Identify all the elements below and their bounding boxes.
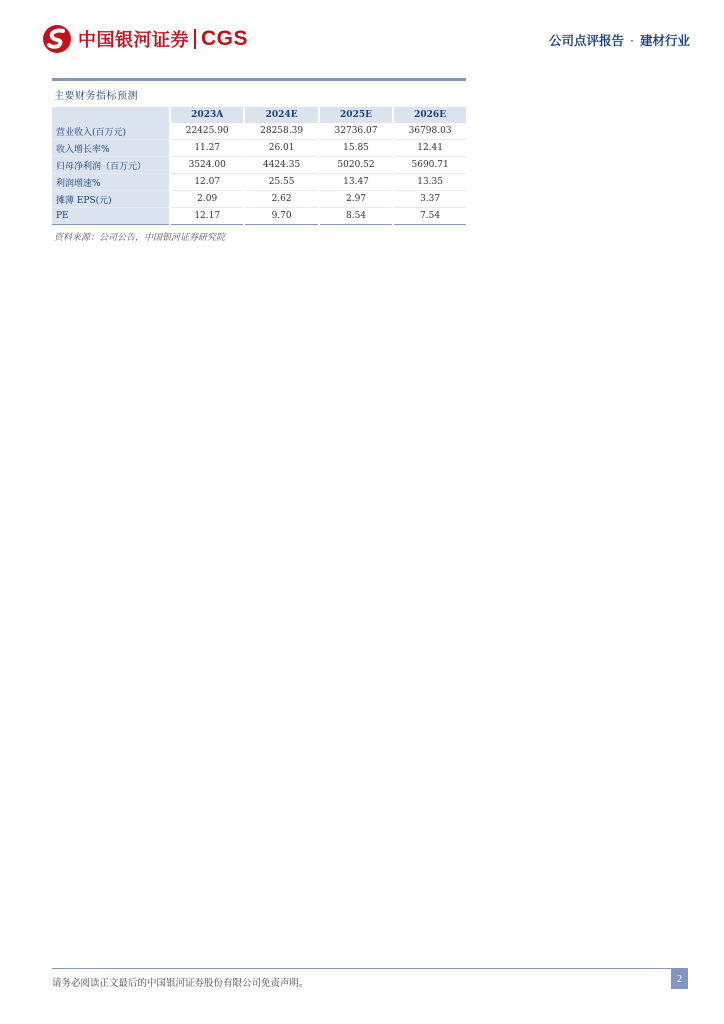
table-cell: 36798.03 <box>408 126 452 136</box>
table-cell: 12.17 <box>170 208 244 225</box>
header-separator: · <box>630 33 634 48</box>
table-cell: 2.62 <box>244 191 318 208</box>
table-cell: 32736.07 <box>319 123 393 140</box>
table-header-row <box>52 107 466 123</box>
page-number: 2 <box>671 969 688 989</box>
column-header: 2024E <box>244 107 318 123</box>
table-cell: 25.55 <box>244 174 318 191</box>
table-cell: 5690.71 <box>411 160 449 170</box>
table-row <box>52 191 466 208</box>
column-header: 2026E <box>393 107 466 123</box>
table-cell: 3.37 <box>420 194 441 204</box>
table-row <box>52 208 466 225</box>
table-cell: 26.01 <box>244 140 318 157</box>
table-row <box>52 174 466 191</box>
row-label: 营业收入(百万元) <box>52 123 170 140</box>
table-cell: 15.85 <box>319 140 393 157</box>
row-label: PE <box>52 208 170 225</box>
table-cell: 13.47 <box>319 174 393 191</box>
table-cell: 9.70 <box>244 208 318 225</box>
row-label: 摊薄 EPS(元) <box>52 191 170 208</box>
industry-label: 建材行业 <box>639 33 690 48</box>
financial-forecast-table <box>52 107 466 225</box>
table-cell: 8.54 <box>319 208 393 225</box>
table-cell: 3524.00 <box>170 157 244 174</box>
table-row <box>52 123 466 140</box>
table-cell: 12.07 <box>170 174 244 191</box>
column-header: 2025E <box>319 107 393 123</box>
table-cell: 11.27 <box>170 140 244 157</box>
row-label: 收入增长率% <box>52 140 170 157</box>
column-header: 2023A <box>170 107 244 123</box>
table-row <box>52 140 466 157</box>
table-cell: 2.09 <box>170 191 244 208</box>
table-cell: 13.35 <box>417 177 443 187</box>
row-label: 归母净利润（百万元） <box>52 157 170 174</box>
logo-english-name: CGS <box>201 27 249 50</box>
table-cell: 28258.39 <box>244 123 318 140</box>
report-type: 公司点评报告 <box>548 33 624 48</box>
financial-forecast-table-section <box>52 78 466 243</box>
column-header <box>52 107 170 123</box>
footer-rule <box>52 968 688 969</box>
table-title: 主要财务指标预测 <box>54 91 138 102</box>
table-row <box>52 157 466 174</box>
report-category <box>549 31 690 49</box>
cgs-logo-icon <box>42 24 72 54</box>
table-cell: 22425.90 <box>170 123 244 140</box>
table-source-note: 资料来源：公司公告，中国银河证券研究院 <box>54 233 226 243</box>
table-cell: 4424.35 <box>244 157 318 174</box>
table-cell: 12.41 <box>417 143 443 153</box>
row-label: 利润增速% <box>52 174 170 191</box>
table-cell: 5020.52 <box>319 157 393 174</box>
table-cell: 7.54 <box>420 211 441 221</box>
company-logo <box>42 24 248 54</box>
logo-divider <box>194 29 196 49</box>
logo-chinese-name: 中国银河证券 <box>78 30 189 51</box>
footer-disclaimer: 请务必阅读正文最后的中国银河证券股份有限公司免责声明。 <box>52 978 309 989</box>
table-cell: 2.97 <box>319 191 393 208</box>
